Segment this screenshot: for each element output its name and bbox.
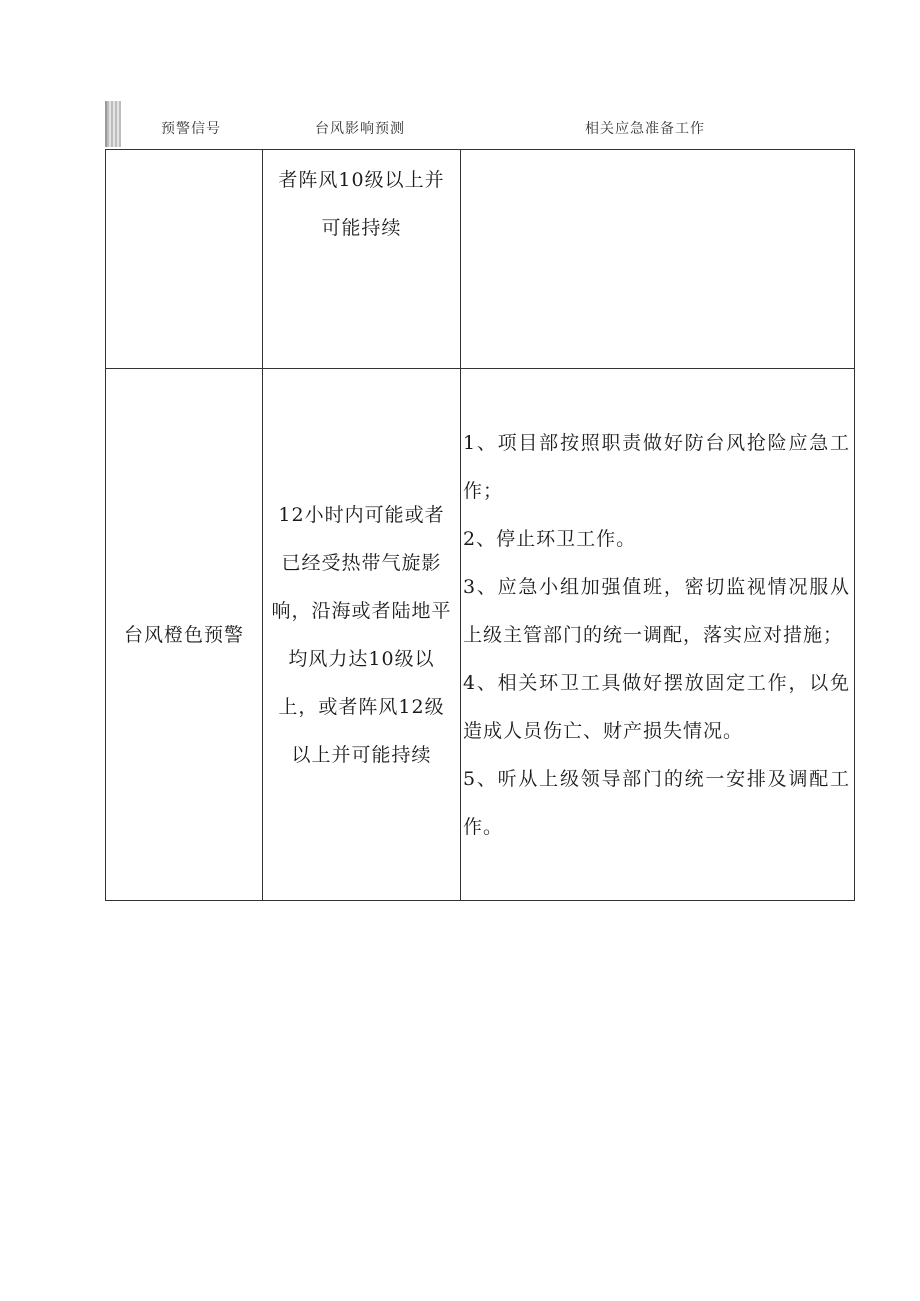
forecast-line: 上，或者阵风12级 (278, 695, 445, 718)
signal-cell (106, 150, 263, 369)
signal-text: 台风橙色预警 (123, 623, 244, 646)
forecast-line: 以上并可能持续 (291, 743, 432, 766)
preparation-item: 1、项目部按照职责做好防台风抢险应急工作； (463, 431, 850, 502)
signal-cell (106, 369, 263, 901)
table-row (106, 369, 855, 901)
forecast-line: 已经受热带气旋影 (281, 551, 442, 574)
preparation-item: 2、停止环卫工作。 (463, 527, 637, 550)
forecast-cell (263, 150, 461, 369)
preparation-item: 5、听从上级领导部门的统一安排及调配工作。 (463, 767, 850, 838)
header-warning-signal: 预警信号 (161, 121, 221, 137)
table-row (106, 150, 855, 369)
table-header (105, 110, 854, 146)
preparation-cell (461, 150, 855, 369)
forecast-line: 可能持续 (321, 217, 402, 239)
forecast-cell (263, 369, 461, 901)
forecast-line: 者阵风10级以上并 (278, 169, 445, 191)
preparation-item: 4、相关环卫工具做好摆放固定工作，以免造成人员伤亡、财产损失情况。 (463, 671, 850, 742)
preparation-item: 3、应急小组加强值班，密切监视情况服从上级主管部门的统一调配，落实应对措施； (463, 575, 850, 646)
header-typhoon-forecast: 台风影响预测 (315, 121, 405, 137)
forecast-line: 响，沿海或者陆地平 (271, 599, 452, 622)
typhoon-warning-table (105, 149, 855, 901)
forecast-line: 12小时内可能或者 (278, 503, 445, 526)
header-emergency-preparation: 相关应急准备工作 (585, 121, 705, 137)
forecast-line: 均风力达10级以 (288, 647, 435, 670)
preparation-cell (461, 369, 855, 901)
